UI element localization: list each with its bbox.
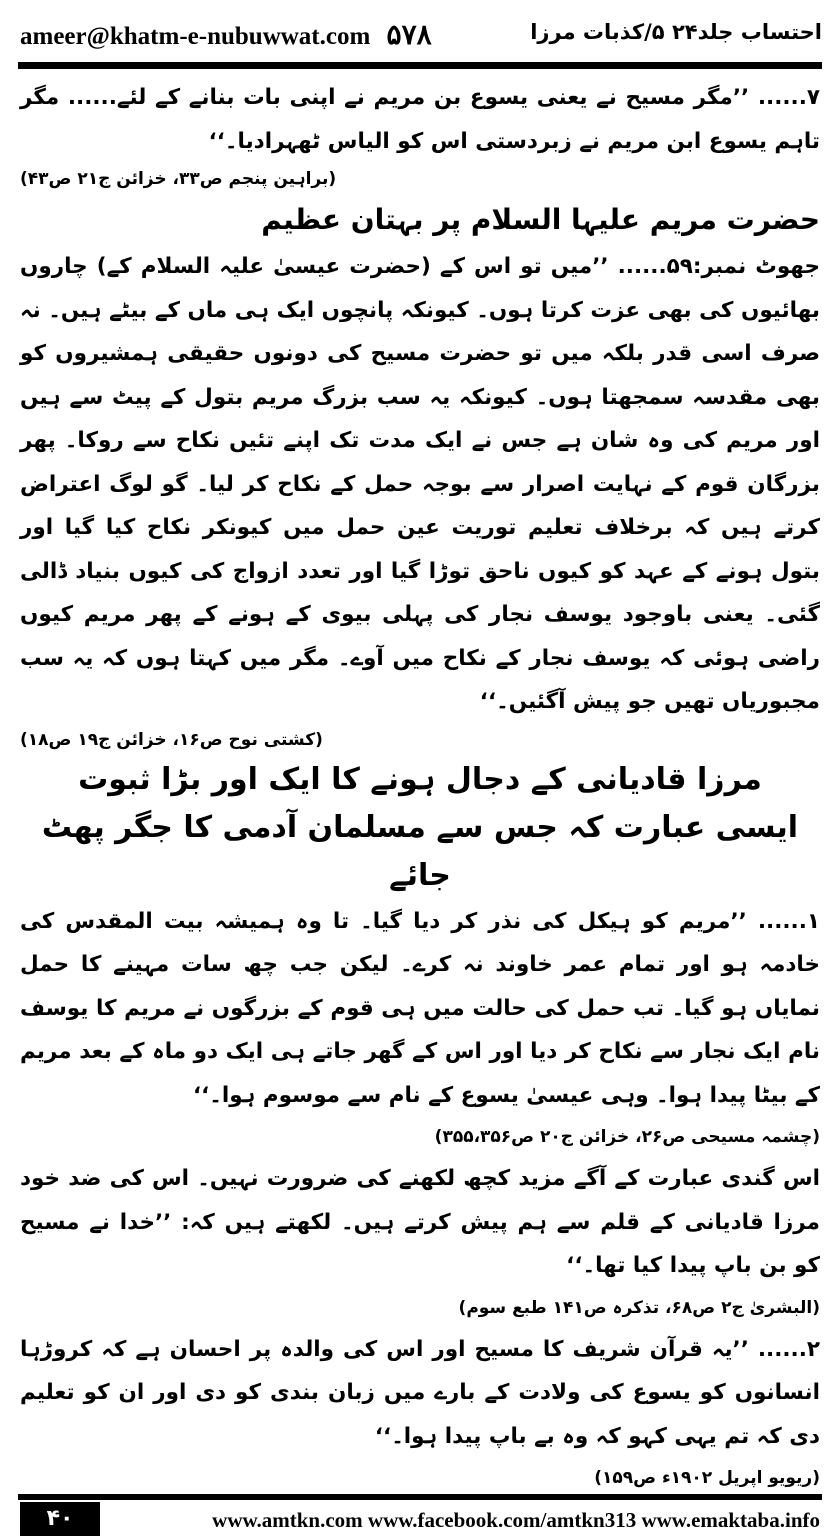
page-body [20,76,820,1498]
centered-heading: ایسی عبارت کہ جس سے مسلمان آدمی کا جگر پھٹ جائے [41,809,799,893]
section-heading: حضرت مریم علیہا السلام پر بہتان عظیم [261,203,820,236]
header-email: ameer@khatm-e-nubuwwat.com [20,23,371,50]
header-book-title: احتساب جلد۲۴ ۵/کذبات مرزا [530,20,822,44]
citation: (البشریٰ ج۲ ص۶۸، تذکرہ ص۱۴۱ طبع سوم) [458,1297,820,1318]
footer-rule [18,1494,822,1500]
footer-links: www.amtkn.com www.facebook.com/amtkn313 www.emaktaba.info [212,1508,820,1532]
centered-heading: مرزا قادیانی کے دجال ہونے کا ایک اور بڑا ثبوت [78,761,762,797]
citation: (براہین پنجم ص۳۳، خزائن ج۲۱ ص۴۳) [20,169,337,189]
citation: (چشمہ مسیحی ص۲۶، خزائن ج۲۰ ص۳۵۵،۳۵۶) [434,1127,820,1147]
citation: (کشتی نوح ص۱۶، خزائن ج۱۹ ص۱۸) [20,729,323,750]
citation: (ریویو اپریل ۱۹۰۲ء ص۱۵۹) [594,1468,820,1488]
page-footer [20,1508,820,1536]
quote-paragraph: ۱...... ’’مریم کو ہیکل کی نذر کر دیا گیا۔ تا وہ ہمیشہ بیت المقدس کی خادمہ ہو اور تمام عمر خاوند نہ کرے۔ لیکن جب چھ سات مہینے کا حمل نمایاں ہو گیا۔ تب حمل کی حالت میں ہی قوم کے بزرگوں نے مریم کا یوسف نام ایک نجار سے نکاح کر دیا اور اس کے گھر جاتے ہی ایک دو ماہ کے بعد مریم کے بیٹا پیدا ہوا۔ وہی عیسیٰ یسوع کے نام سے موسوم ہوا۔‘‘ [20,908,820,1108]
header-rule [18,62,822,69]
header-left [20,18,432,52]
quote-paragraph: ۷...... ’’مگر مسیح نے یعنی یسوع بن مریم نے اپنی بات بنانے کے لئے...... مگر تاہم یسوع ابن مریم نے زبردستی اس کو الیاس ٹھہرادیا۔‘‘ [20,85,820,154]
quote-paragraph: جھوٹ نمبر:۵۹...... ’’میں تو اس کے (حضرت عیسیٰ علیہ السلام کے) چاروں بھائیوں کی بھی عزت کرتا ہوں۔ کیونکہ پانچوں ایک ہی ماں کے بیٹے ہیں۔ نہ صرف اسی قدر بلکہ میں تو حضرت مسیح کی دونوں حقیقی ہمشیروں کو بھی مقدسہ سمجھتا ہوں۔ کیونکہ یہ سب بزرگ مریم بتول کے پیٹ سے ہیں اور مریم کی وہ شان ہے جس نے ایک مدت تک اپنے تئیں نکاح سے روکا۔ پھر بزرگان قوم کے نہایت اصرار سے بوجہ حمل کے نکاح کر لیا۔ گو لوگ اعتراض کرتے ہیں کہ برخلاف تعلیم توریت عین حمل میں کیونکر نکاح کیا گیا اور بتول ہونے کے عہد کو کیوں ناحق توڑا گیا اور تعدد ازواج کی کیوں بنیاد ڈالی گئی۔ یعنی باوجود یوسف نجار کی پہلی بیوی کے ہونے کے پھر مریم کیوں راضی ہوئی کہ یوسف نجار کے نکاح میں آوے۔ مگر میں کہتا ہوں کہ یہ سب مجبوریاں تھیں جو پیش آگئیں۔‘‘ [20,254,820,714]
quote-paragraph: ۲...... ’’یہ قرآن شریف کا مسیح اور اس کی والدہ پر احسان ہے کہ کروڑہا انسانوں کو یسوع کی ولادت کے بارے میں زبان بندی کو دی اور ان کو تعلیم دی کہ تم یہی کہو کہ وہ بے باپ پیدا ہوا۔‘‘ [20,1336,820,1449]
header-page-number: ۵۷۸ [386,20,432,51]
body-paragraph: اس گندی عبارت کے آگے مزید کچھ لکھنے کی ضرورت نہیں۔ اس کی ضد خود مرزا قادیانی کے قلم سے ہم پیش کرتے ہیں۔ لکھتے ہیں کہ: ’’خدا نے مسیح کو بن باپ پیدا کیا تھا۔‘‘ [20,1166,820,1278]
footer-page-label: ۴۰ [20,1502,100,1536]
page-header [20,18,822,54]
